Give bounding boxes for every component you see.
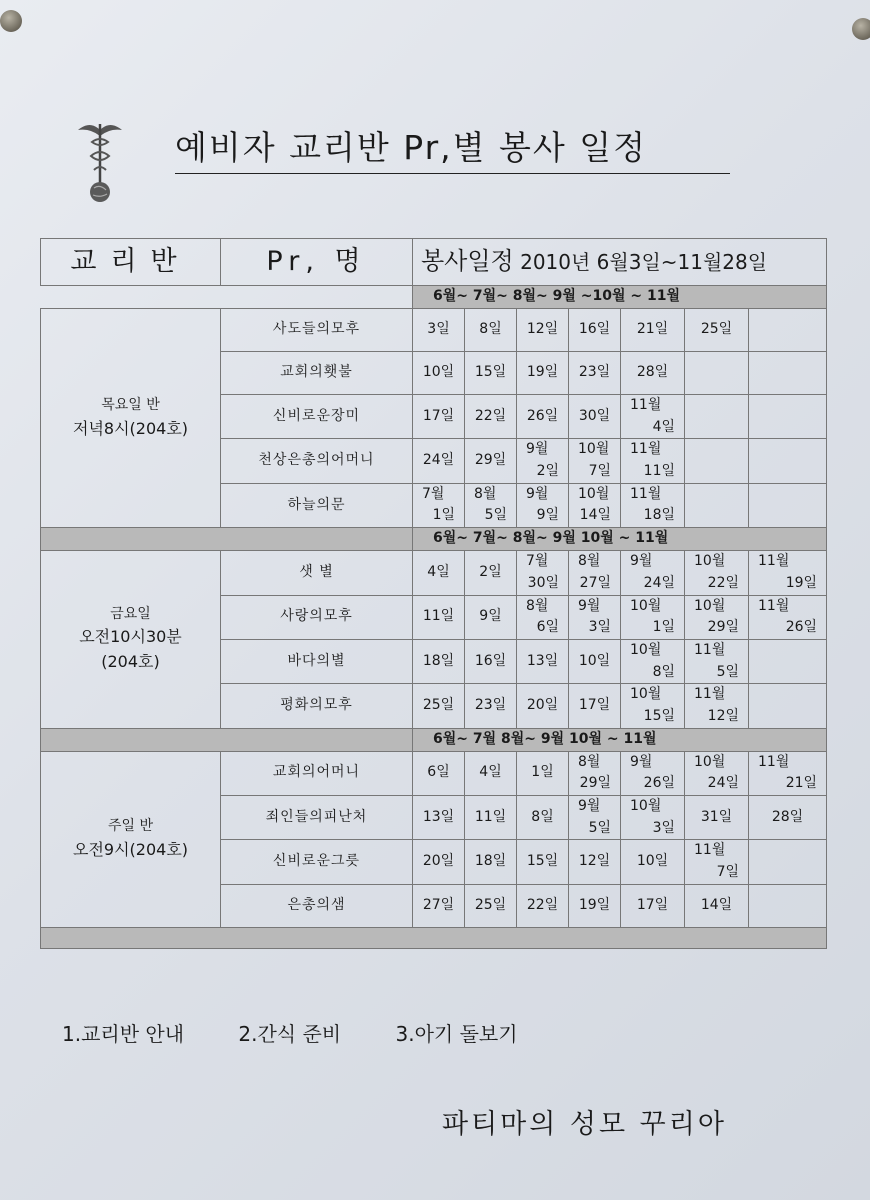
date-cell: 28일 (749, 796, 827, 840)
pr-name: 교회의횃불 (221, 352, 413, 395)
date-day: 1일 (432, 507, 455, 524)
date-cell (465, 483, 517, 527)
date-cell (685, 840, 749, 884)
date-day: 4일 (652, 418, 675, 435)
date-day: 11일 (643, 463, 675, 480)
date-cell: 15일 (465, 352, 517, 395)
date-cell-empty (749, 395, 827, 439)
date-cell: 29일 (465, 439, 517, 483)
date-cell: 12일 (517, 309, 569, 352)
date-cell: 17일 (621, 884, 685, 927)
table-row (41, 751, 827, 795)
date-month: 10월 (694, 597, 726, 614)
header-schedule (413, 239, 827, 286)
class-name: 주일 반 (107, 817, 154, 834)
date-cell-empty (749, 309, 827, 352)
date-cell (517, 551, 569, 595)
date-cell: 17일 (569, 684, 621, 728)
date-cell (517, 439, 569, 483)
date-day: 5일 (716, 663, 739, 680)
pr-name: 신비로운장미 (221, 395, 413, 439)
date-cell: 23일 (569, 352, 621, 395)
date-day: 27일 (579, 574, 611, 591)
date-cell: 28일 (621, 352, 685, 395)
date-cell-empty (685, 439, 749, 483)
date-cell (569, 483, 621, 527)
date-cell (569, 439, 621, 483)
schedule-range: 2010년 6월3일~11월28일 (520, 250, 768, 275)
date-month: 11월 (758, 753, 790, 770)
date-cell (685, 595, 749, 639)
date-cell: 2일 (465, 551, 517, 595)
date-month: 7월 (526, 553, 549, 570)
months-band (41, 286, 827, 309)
date-cell (621, 639, 685, 683)
class-time: 오전9시(204호) (72, 839, 189, 859)
date-cell: 20일 (517, 684, 569, 728)
pr-name: 은총의샘 (221, 884, 413, 927)
date-cell: 16일 (465, 639, 517, 683)
duty-item: 1.교리반 안내 (62, 1022, 185, 1046)
date-cell-empty (685, 483, 749, 527)
months-label: 6월~ 7월~ 8월~ 9월 10월 ~ 11월 (413, 528, 827, 551)
date-cell: 9일 (465, 595, 517, 639)
date-cell (621, 595, 685, 639)
schedule-table (40, 238, 827, 949)
date-day: 26일 (643, 775, 675, 792)
date-cell: 6일 (413, 751, 465, 795)
date-cell: 8일 (465, 309, 517, 352)
date-month: 11월 (758, 597, 790, 614)
date-cell: 16일 (569, 309, 621, 352)
date-month: 10월 (694, 753, 726, 770)
date-cell (621, 751, 685, 795)
date-cell (621, 439, 685, 483)
pushpin-left (0, 10, 22, 32)
date-cell-empty (749, 483, 827, 527)
date-day: 19일 (785, 574, 818, 591)
pr-name: 사도들의모후 (221, 309, 413, 352)
schedule-label: 봉사일정 (421, 247, 514, 276)
date-month: 9월 (630, 553, 653, 570)
date-cell: 8일 (517, 796, 569, 840)
date-cell: 19일 (517, 352, 569, 395)
date-month: 8월 (578, 553, 601, 570)
legion-emblem-icon (76, 118, 124, 204)
date-day: 22일 (707, 574, 739, 591)
date-month: 9월 (526, 485, 549, 502)
date-cell: 25일 (465, 884, 517, 927)
date-month: 7월 (422, 485, 445, 502)
date-cell: 20일 (413, 840, 465, 884)
date-cell (569, 796, 621, 840)
date-day: 29일 (579, 775, 611, 792)
date-cell: 19일 (569, 884, 621, 927)
pr-name: 죄인들의피난처 (221, 796, 413, 840)
class-cell (41, 309, 221, 528)
date-month: 11월 (694, 641, 726, 658)
date-cell (621, 483, 685, 527)
date-month: 10월 (630, 686, 662, 703)
date-month: 8월 (578, 753, 601, 770)
class-time: 저녁8시(204호) (72, 418, 189, 438)
date-cell: 23일 (465, 684, 517, 728)
date-cell: 18일 (465, 840, 517, 884)
date-day: 30일 (527, 574, 559, 591)
date-cell (517, 595, 569, 639)
date-month: 8월 (474, 485, 497, 502)
date-cell: 10일 (621, 840, 685, 884)
date-cell-empty (749, 684, 827, 728)
date-day: 3일 (588, 619, 611, 636)
date-cell: 4일 (413, 551, 465, 595)
date-cell: 15일 (517, 840, 569, 884)
date-cell-empty (749, 884, 827, 927)
date-cell (685, 639, 749, 683)
date-day: 8일 (652, 663, 675, 680)
date-cell (749, 595, 827, 639)
date-month: 11월 (694, 842, 726, 859)
date-cell: 13일 (413, 796, 465, 840)
header-pr: Pr, 명 (221, 239, 413, 286)
date-month: 10월 (578, 441, 610, 458)
months-band (41, 528, 827, 551)
pr-name: 하늘의문 (221, 483, 413, 527)
date-cell-empty (749, 639, 827, 683)
class-room: (204호) (101, 652, 160, 672)
class-cell (41, 551, 221, 729)
date-month: 10월 (578, 485, 610, 502)
date-month: 11월 (630, 485, 662, 502)
date-month: 11월 (694, 686, 726, 703)
duty-item: 2.간식 준비 (238, 1022, 342, 1046)
date-month: 11월 (630, 441, 662, 458)
date-cell (621, 395, 685, 439)
date-month: 10월 (630, 641, 662, 658)
date-day: 24일 (643, 574, 675, 591)
date-cell: 1일 (517, 751, 569, 795)
date-cell-empty (749, 439, 827, 483)
date-cell: 21일 (621, 309, 685, 352)
date-cell: 25일 (413, 684, 465, 728)
date-day: 21일 (785, 775, 818, 792)
pushpin-right (852, 18, 870, 40)
header-class: 교리반 (41, 239, 221, 286)
date-month: 10월 (694, 553, 726, 570)
date-day: 18일 (643, 507, 675, 524)
date-month: 9월 (630, 753, 653, 770)
signoff: 파티마의 성모 꾸리아 (442, 1109, 727, 1140)
date-cell (685, 551, 749, 595)
duties-list (62, 1018, 566, 1047)
duty-item: 3.아기 돌보기 (395, 1022, 518, 1046)
date-cell: 10일 (569, 639, 621, 683)
date-month: 11월 (758, 553, 790, 570)
date-day: 9일 (536, 507, 559, 524)
pr-name: 신비로운그릇 (221, 840, 413, 884)
date-month: 11월 (630, 397, 662, 413)
pr-name: 사랑의모후 (221, 595, 413, 639)
months-label: 6월~ 7월 8월~ 9월 10월 ~ 11월 (413, 728, 827, 751)
date-month: 9월 (578, 597, 601, 614)
date-month: 9월 (526, 441, 549, 458)
date-cell-empty (749, 352, 827, 395)
date-cell: 13일 (517, 639, 569, 683)
months-band (41, 728, 827, 751)
pr-name: 천상은총의어머니 (221, 439, 413, 483)
class-name: 목요일 반 (101, 396, 160, 413)
date-cell (517, 483, 569, 527)
date-day: 29일 (707, 619, 739, 636)
date-cell: 31일 (685, 796, 749, 840)
date-day: 6일 (536, 619, 559, 636)
pr-name: 교회의어머니 (221, 751, 413, 795)
date-cell (569, 595, 621, 639)
date-cell (749, 551, 827, 595)
date-cell: 4일 (465, 751, 517, 795)
date-cell-empty (685, 352, 749, 395)
date-cell: 30일 (569, 395, 621, 439)
date-month: 9월 (578, 798, 601, 814)
date-cell: 22일 (517, 884, 569, 927)
table-row (41, 551, 827, 595)
pr-name: 바다의별 (221, 639, 413, 683)
date-cell: 22일 (465, 395, 517, 439)
date-day: 26일 (785, 619, 818, 636)
date-month: 10월 (630, 798, 662, 814)
date-cell: 10일 (413, 352, 465, 395)
date-cell: 12일 (569, 840, 621, 884)
pr-name: 평화의모후 (221, 684, 413, 728)
date-cell-empty (685, 395, 749, 439)
date-cell (413, 483, 465, 527)
date-cell: 24일 (413, 439, 465, 483)
date-cell: 25일 (685, 309, 749, 352)
class-name: 금요일 (110, 605, 151, 622)
date-day: 24일 (707, 775, 739, 792)
date-cell: 11일 (413, 595, 465, 639)
date-cell-empty (749, 840, 827, 884)
date-cell: 26일 (517, 395, 569, 439)
date-day: 7일 (716, 864, 739, 881)
date-cell: 11일 (465, 796, 517, 840)
date-day: 15일 (643, 707, 675, 724)
date-cell (685, 684, 749, 728)
date-day: 3일 (652, 819, 675, 836)
date-cell (685, 751, 749, 795)
date-cell: 27일 (413, 884, 465, 927)
date-cell (749, 751, 827, 795)
class-cell (41, 751, 221, 927)
date-month: 8월 (526, 597, 549, 614)
date-day: 2일 (536, 463, 559, 480)
date-cell (621, 551, 685, 595)
pr-name: 샛 별 (221, 551, 413, 595)
date-day: 5일 (484, 507, 507, 524)
months-label: 6월~ 7월~ 8월~ 9월 ~10월 ~ 11월 (413, 286, 827, 309)
date-cell: 17일 (413, 395, 465, 439)
page-title: 예비자 교리반 Pr,별 봉사 일정 (175, 122, 730, 174)
date-cell (621, 684, 685, 728)
date-day: 1일 (652, 619, 675, 636)
date-day: 7일 (588, 463, 611, 480)
date-month: 10월 (630, 597, 662, 614)
date-cell: 3일 (413, 309, 465, 352)
class-time: 오전10시30분 (79, 627, 182, 647)
date-cell: 18일 (413, 639, 465, 683)
date-day: 12일 (707, 707, 739, 724)
date-cell: 14일 (685, 884, 749, 927)
date-cell (621, 796, 685, 840)
date-cell (569, 551, 621, 595)
table-row (41, 309, 827, 352)
date-cell (569, 751, 621, 795)
table-header-row (41, 239, 827, 286)
date-day: 5일 (588, 819, 611, 836)
date-day: 14일 (579, 507, 611, 524)
table-footer-band (41, 927, 827, 948)
